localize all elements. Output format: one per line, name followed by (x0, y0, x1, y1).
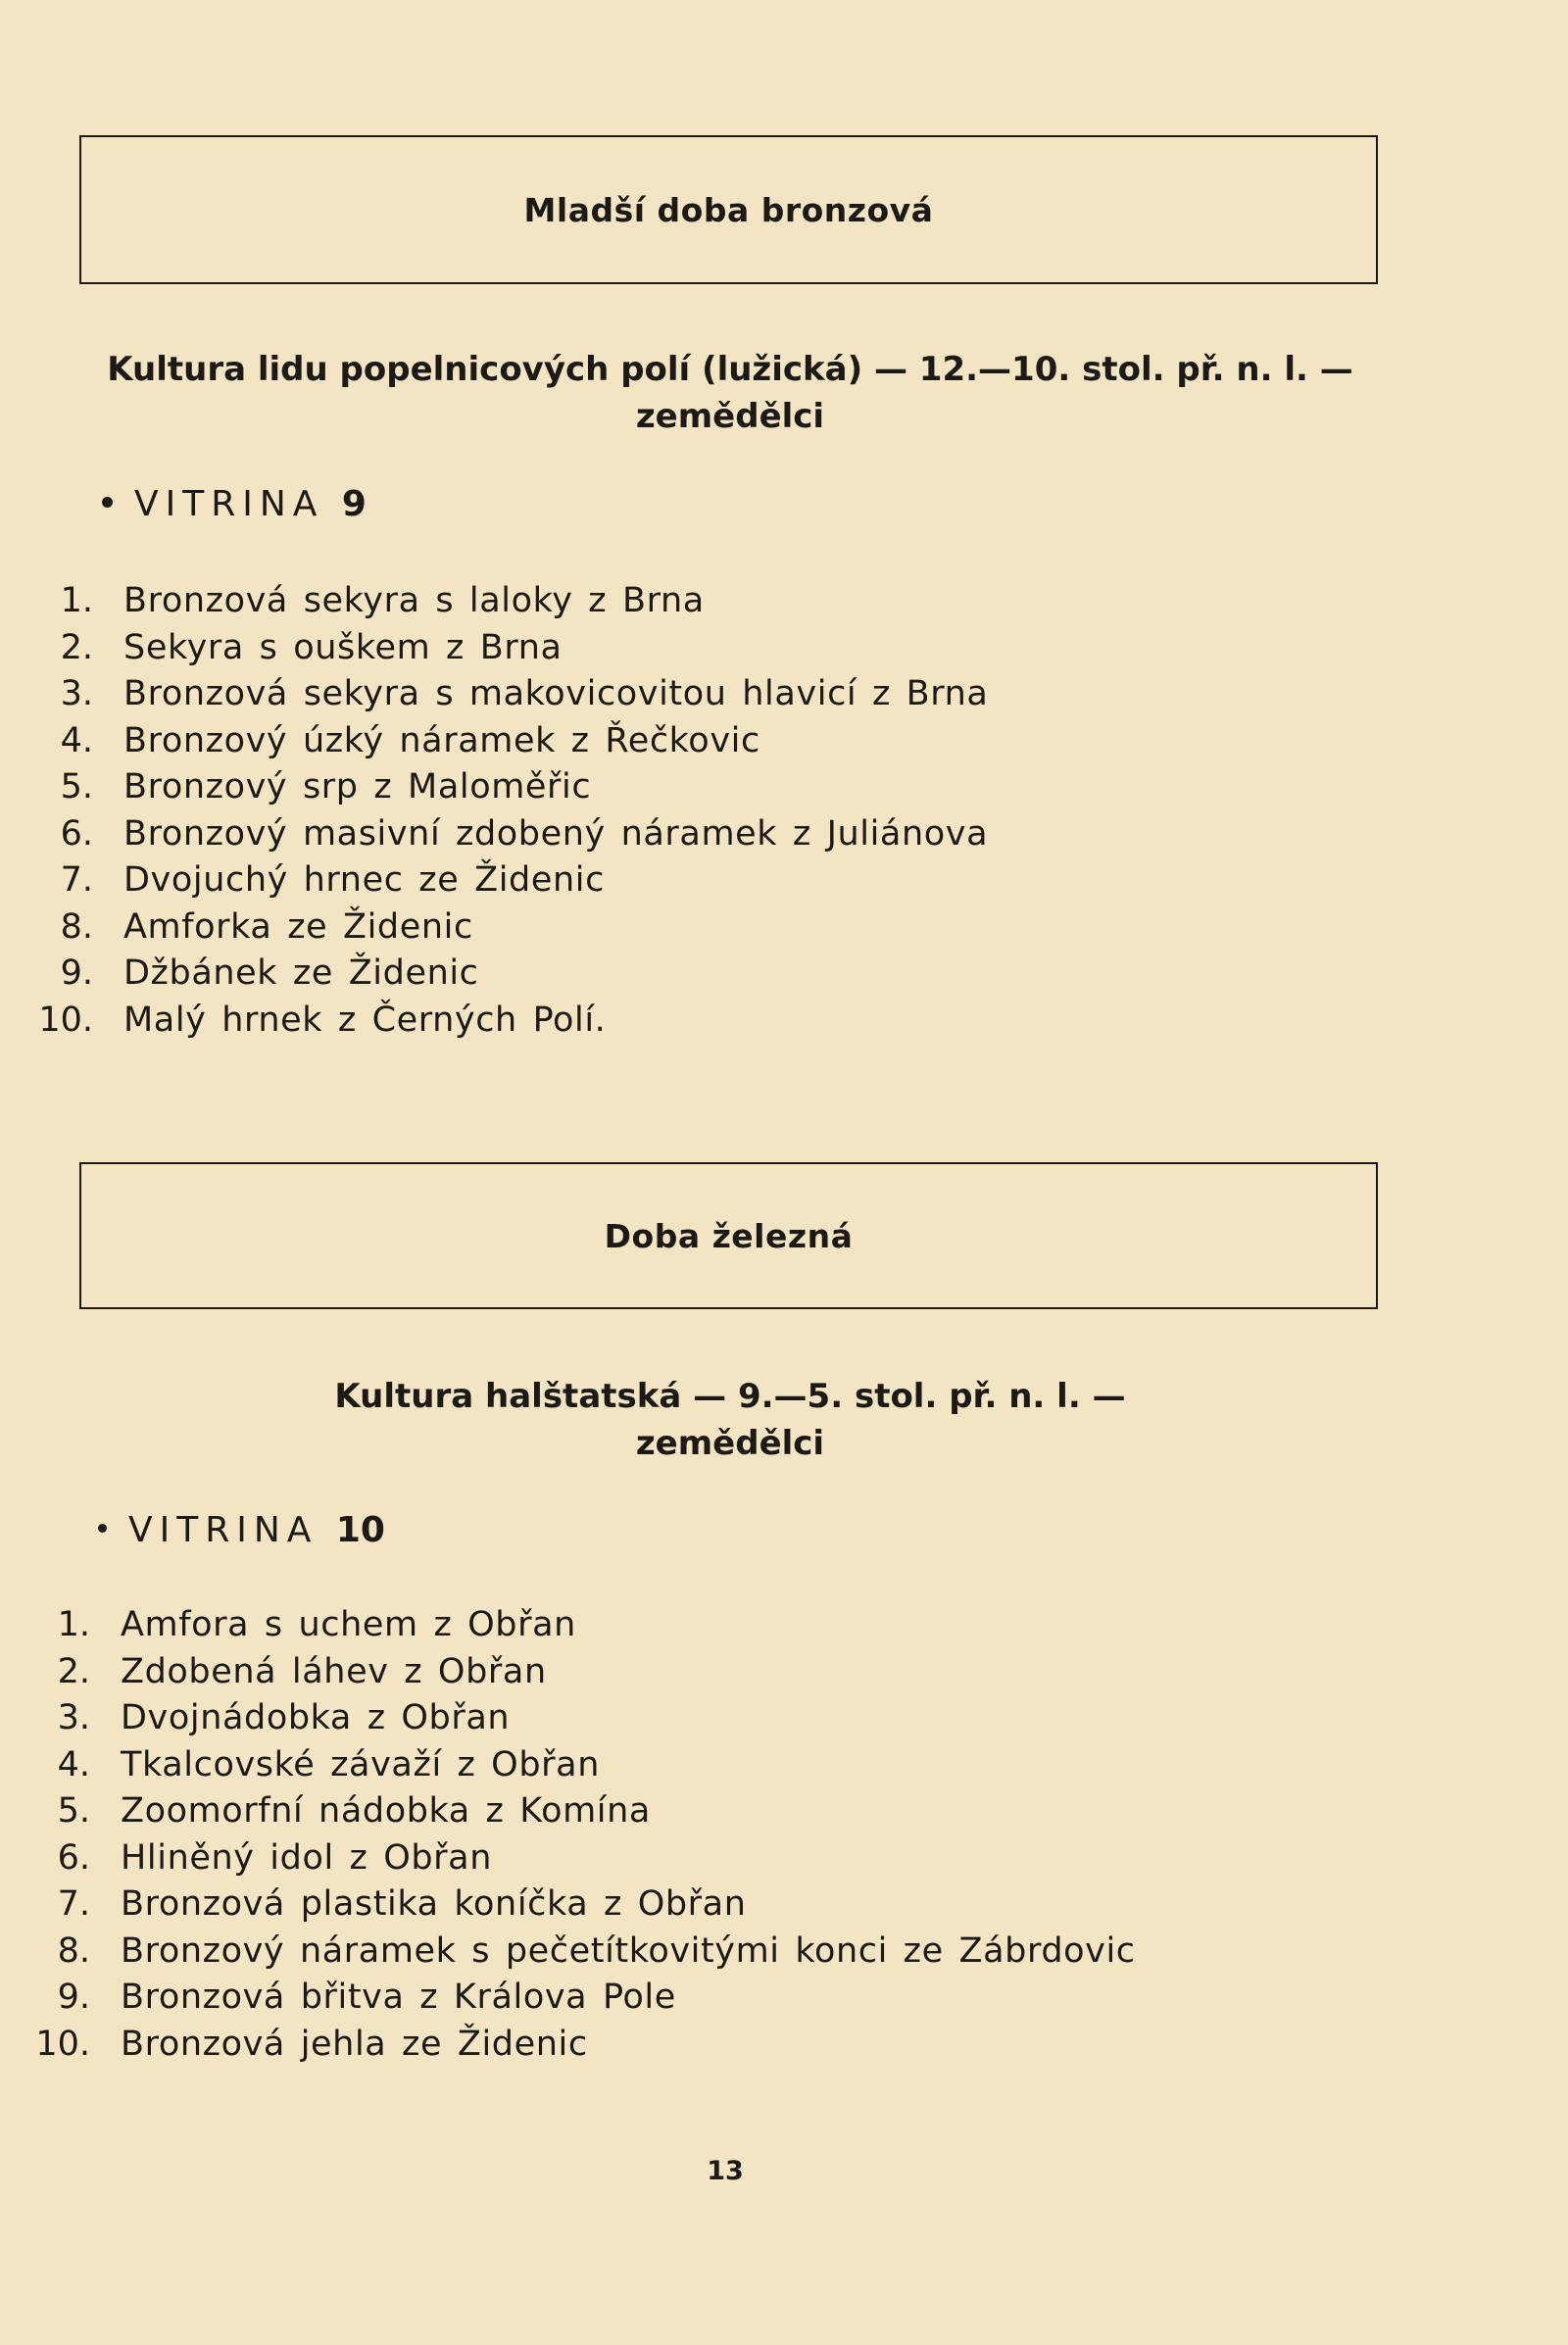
list-item (0, 998, 1372, 1045)
item-text: Bronzový náramek s pečetítkovitými konci ze Zábrdovic (121, 1930, 1136, 1971)
list-item (0, 764, 1372, 811)
culture-line-2: zemědělci (635, 397, 825, 436)
item-text: Bronzová sekyra s makovicovitou hlavicí z Brna (123, 674, 989, 713)
bullet-icon (98, 1524, 107, 1533)
item-number: 7. (57, 1884, 90, 1924)
item-number: 1. (60, 581, 93, 620)
culture-description (78, 1373, 1382, 1467)
item-text: Bronzový srp z Maloměřic (123, 767, 592, 806)
item-number: 1. (57, 1605, 90, 1644)
list-item (0, 1649, 1369, 1696)
item-text: Zdobená láhev z Obřan (121, 1651, 547, 1691)
list-item (0, 2022, 1369, 2069)
item-number: 4. (57, 1744, 90, 1784)
item-number: 4. (60, 720, 93, 760)
item-text: Džbánek ze Židenic (123, 953, 479, 993)
item-number: 3. (60, 674, 93, 713)
item-text: Bronzová břitva z Králova Pole (121, 1978, 676, 2017)
exhibit-list (0, 578, 1372, 1044)
vitrina-number: 9 (341, 484, 367, 524)
item-number: 3. (57, 1698, 90, 1737)
vitrina-number: 10 (335, 1510, 385, 1550)
item-text: Tkalcovské závaží z Obřan (121, 1744, 600, 1784)
list-item (0, 671, 1372, 718)
section-heading-box-iron (79, 1162, 1378, 1309)
item-number: 8. (60, 906, 93, 947)
section-heading-box-bronze (79, 135, 1378, 284)
list-item (0, 1975, 1369, 2022)
vitrina-heading (98, 1510, 385, 1550)
item-text: Bronzová jehla ze Židenic (121, 2024, 588, 2064)
item-number: 7. (60, 860, 93, 900)
item-text: Bronzová plastika koníčka z Obřan (121, 1884, 747, 1924)
list-item (0, 1881, 1369, 1929)
culture-line-1: Kultura halštatská — 9.—5. stol. př. n. l. — (334, 1377, 1126, 1416)
item-number: 9. (57, 1978, 90, 2017)
list-item (0, 857, 1372, 904)
item-text: Zoomorfní nádobka z Komína (121, 1791, 651, 1831)
vitrina-label: VITRINA (134, 484, 324, 524)
page-number: 13 (707, 2156, 744, 2186)
culture-line-1: Kultura lidu popelnicových polí (lužická) — 12.—10. stol. př. n. l. — (107, 350, 1353, 389)
exhibit-list (0, 1602, 1369, 2068)
culture-description (78, 346, 1382, 440)
item-text: Malý hrnek z Černých Polí. (123, 1000, 607, 1040)
item-number: 5. (57, 1791, 90, 1831)
item-number: 10. (38, 1000, 93, 1040)
item-number: 6. (57, 1837, 90, 1878)
item-text: Bronzový masivní zdobený náramek z Juliánova (123, 813, 989, 854)
item-number: 8. (57, 1930, 90, 1971)
vitrina-label: VITRINA (128, 1510, 318, 1550)
item-text: Hliněný idol z Obřan (121, 1837, 492, 1878)
item-text: Amfora s uchem z Obřan (121, 1605, 576, 1644)
item-number: 9. (60, 953, 93, 993)
list-item (0, 904, 1372, 952)
item-number: 5. (60, 767, 93, 806)
list-item (0, 1929, 1369, 1976)
item-number: 10. (35, 2024, 90, 2064)
item-text: Amforka ze Židenic (123, 906, 473, 947)
list-item (0, 1695, 1369, 1742)
list-item (0, 718, 1372, 765)
list-item (0, 951, 1372, 998)
list-item (0, 578, 1372, 625)
list-item (0, 1742, 1369, 1789)
list-item (0, 811, 1372, 858)
list-item (0, 1835, 1369, 1882)
item-text: Dvojuchý hrnec ze Židenic (123, 860, 605, 900)
list-item (0, 1788, 1369, 1835)
section-heading: Doba železná (604, 1216, 854, 1255)
list-item (0, 625, 1372, 672)
item-number: 2. (60, 627, 93, 667)
item-text: Dvojnádobka z Obřan (121, 1698, 511, 1737)
section-heading: Mladší doba bronzová (523, 190, 934, 229)
item-text: Bronzový úzký náramek z Řečkovic (123, 720, 760, 760)
item-number: 2. (57, 1651, 90, 1691)
vitrina-heading (102, 484, 367, 524)
item-text: Sekyra s ouškem z Brna (123, 627, 563, 667)
culture-line-2: zemědělci (635, 1424, 825, 1463)
bullet-icon (102, 497, 113, 508)
item-text: Bronzová sekyra s laloky z Brna (123, 581, 705, 620)
item-number: 6. (60, 813, 93, 854)
list-item (0, 1602, 1369, 1649)
